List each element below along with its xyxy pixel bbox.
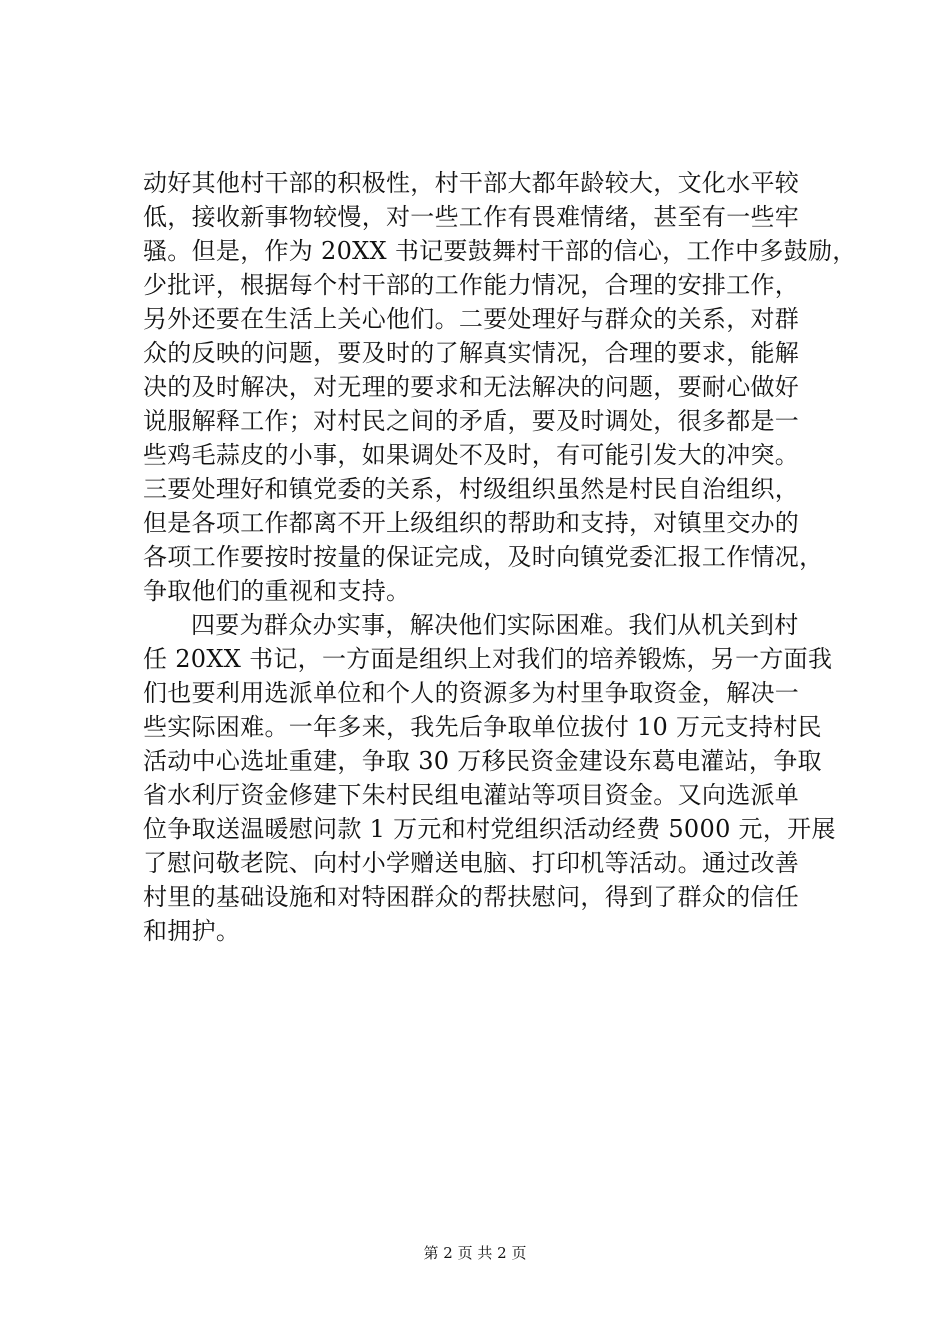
text-line: 和拥护。 xyxy=(143,917,241,945)
text-line: 位争取送温暖慰问款 1 万元和村党组织活动经费 5000 元，开展 xyxy=(143,815,836,843)
text-line: 活动中心选址重建，争取 30 万移民资金建设东葛电灌站，争取 xyxy=(143,747,822,775)
text-line: 三要处理好和镇党委的关系，村级组织虽然是村民自治组织， xyxy=(143,475,800,503)
text-line: 低，接收新事物较慢，对一些工作有畏难情绪，甚至有一些牢 xyxy=(143,203,800,231)
text-line: 骚。但是，作为 20XX 书记要鼓舞村干部的信心，工作中多鼓励， xyxy=(143,237,857,265)
text-line: 些鸡毛蒜皮的小事，如果调处不及时，有可能引发大的冲突。 xyxy=(143,441,800,469)
text-line: 说服解释工作；对村民之间的矛盾，要及时调处，很多都是一 xyxy=(143,407,800,435)
text-line: 了慰问敬老院、向村小学赠送电脑、打印机等活动。通过改善 xyxy=(143,849,800,877)
text-line: 们也要利用选派单位和个人的资源多为村里争取资金，解决一 xyxy=(143,679,800,707)
text-line: 各项工作要按时按量的保证完成，及时向镇党委汇报工作情况， xyxy=(143,543,824,571)
text-line: 任 20XX 书记，一方面是组织上对我们的培养锻炼，另一方面我 xyxy=(143,645,833,673)
text-line: 但是各项工作都离不开上级组织的帮助和支持，对镇里交办的 xyxy=(143,509,800,537)
text-line: 些实际困难。一年多来，我先后争取单位拔付 10 万元支持村民 xyxy=(143,713,822,741)
text-line: 村里的基础设施和对特困群众的帮扶慰问，得到了群众的信任 xyxy=(143,883,800,911)
paragraph-first-line: 四要为群众办实事，解决他们实际困难。我们从机关到村 xyxy=(191,611,799,639)
text-line: 众的反映的问题，要及时的了解真实情况，合理的要求，能解 xyxy=(143,339,800,367)
page-footer: 第 2 页 共 2 页 xyxy=(423,1244,527,1262)
text-line: 动好其他村干部的积极性，村干部大都年龄较大，文化水平较 xyxy=(143,169,800,197)
text-line: 省水利厅资金修建下朱村民组电灌站等项目资金。又向选派单 xyxy=(143,781,800,809)
text-line: 决的及时解决，对无理的要求和无法解决的问题，要耐心做好 xyxy=(143,373,800,401)
text-line: 争取他们的重视和支持。 xyxy=(143,577,411,605)
text-line: 另外还要在生活上关心他们。二要处理好与群众的关系，对群 xyxy=(143,305,800,333)
text-line: 少批评，根据每个村干部的工作能力情况，合理的安排工作， xyxy=(143,271,800,299)
body-text xyxy=(143,166,857,948)
